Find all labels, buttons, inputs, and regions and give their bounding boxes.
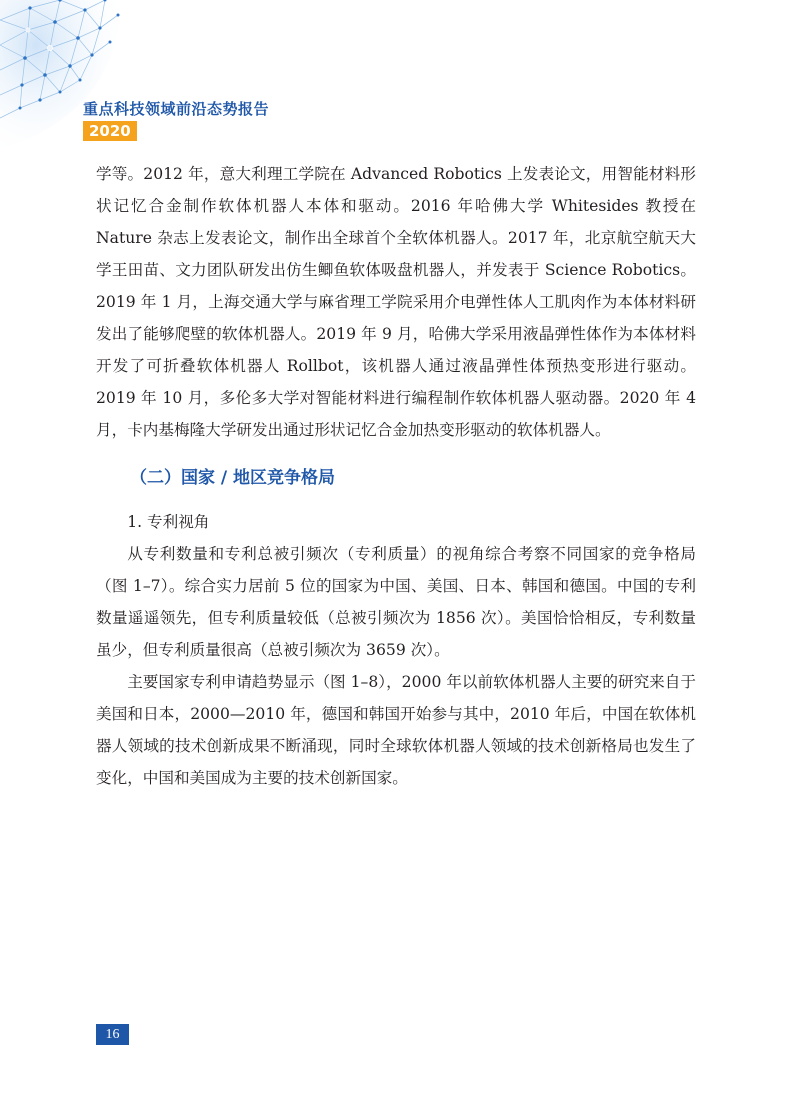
section-heading: （二）国家 / 地区竞争格局 [130,468,336,488]
page-number: 16 [96,1024,129,1045]
paragraph: 主要国家专利申请趋势显示（图 1–8），2000 年以前软体机器人主要的研究来自于美国和日本，2000—2010 年，德国和韩国开始参与其中，2010 年后，中国在软体机器人领域的技术创新成果不断涌现，同时全球软体机器人领域的技术创新格局也发生了变化，中国和美国成为主要的技术创新国家。 [96,673,696,787]
report-title: 重点科技领域前沿态势报告 [83,100,270,118]
subsection-heading: 1. 专利视角 [127,513,210,531]
paragraph-continuation: 学等。2012 年，意大利理工学院在 Advanced Robotics 上发表论文，用智能材料形状记忆合金制作软体机器人本体和驱动。2016 年哈佛大学 Whitesides 教授在 Nature 杂志上发表论文，制作出全球首个全软体机器人。2017 年，北京航空航天大学王田苗、文力团队研发出仿生鲫鱼软体吸盘机器人，并发表于 Science Robotics。2019 年 1 月，上海交通大学与麻省理工学院采用介电弹性体人工肌肉作为本体材料研发出了能够爬壁的软体机器人。2019 年 9 月，哈佛大学采用液晶弹性体作为本体材料开发了可折叠软体机器人 Rollbot，该机器人通过液晶弹性体预热变形进行驱动。2019 年 10 月，多伦多大学对智能材料进行编程制作软体机器人驱动器。2020 年 4 月，卡内基梅隆大学研发出通过形状记忆合金加热变形驱动的软体机器人。 [96,165,696,439]
report-year-badge: 2020 [83,121,137,141]
paragraph: 从专利数量和专利总被引频次（专利质量）的视角综合考察不同国家的竞争格局（图 1–7）。综合实力居前 5 位的国家为中国、美国、日本、韩国和德国。中国的专利数量遥遥领先，但专利质量较低（总被引频次为 1856 次）。美国恰恰相反，专利数量虽少，但专利质量很高（总被引频次为 3659 次）。 [96,545,696,659]
page-body [96,158,696,794]
